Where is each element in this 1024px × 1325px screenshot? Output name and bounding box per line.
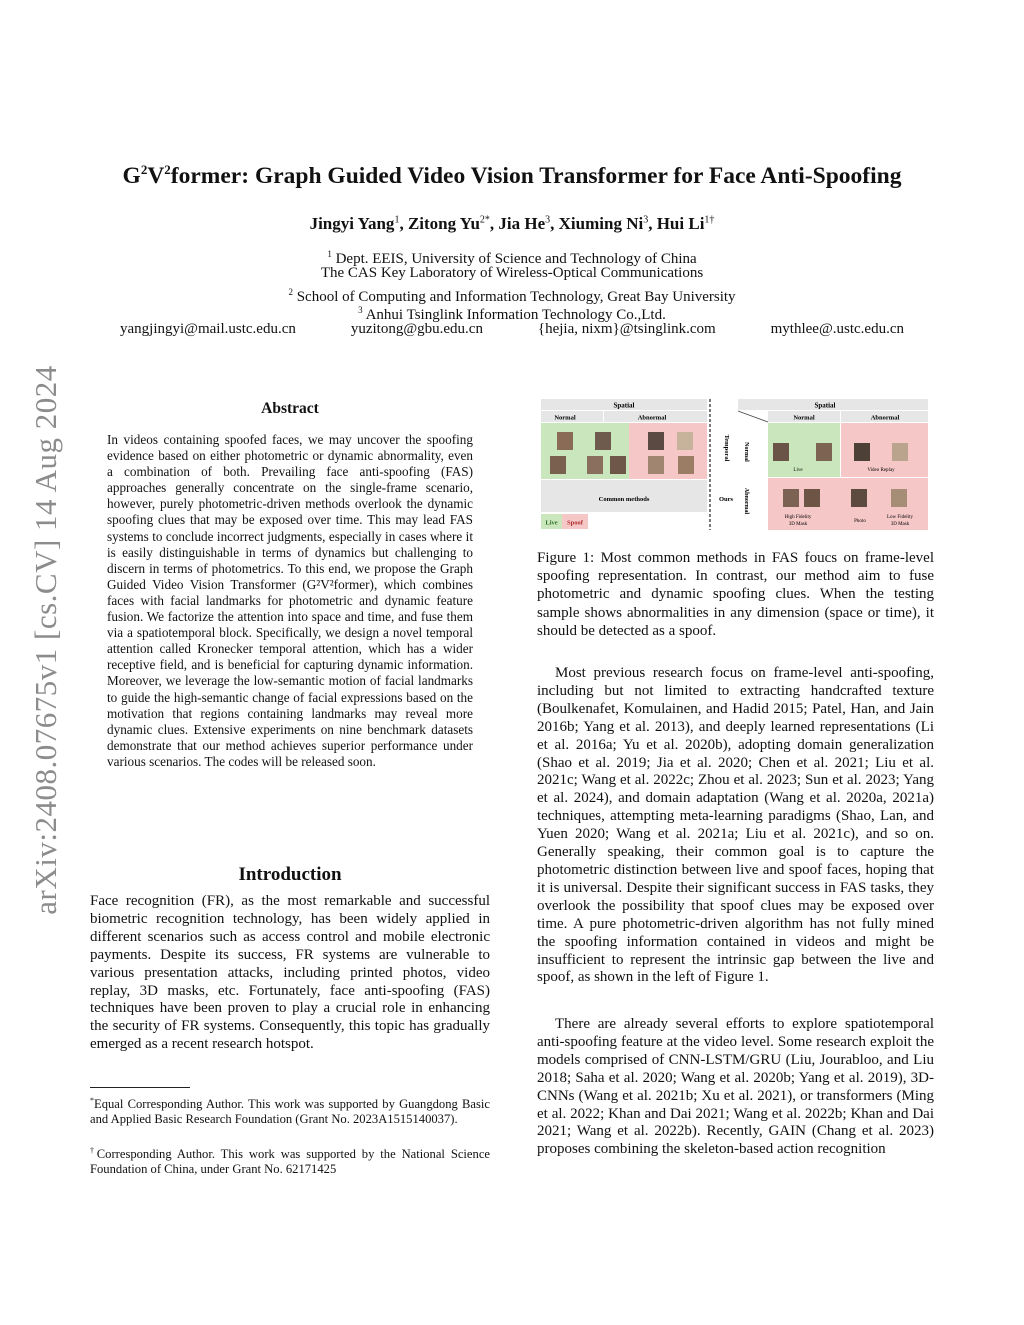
author-emails: [120, 321, 904, 338]
author: Jingyi Yang: [309, 214, 395, 233]
ours-label: Ours: [718, 496, 734, 503]
mask-3d-caption: 3D Mask: [788, 522, 808, 527]
body-paragraph: Most previous research focus on frame-level anti-spoofing, including but not limited to extracting handcrafted texture (Boulkenafet, Komulainen, and Hadid 2015; Patel, Han, and Jain 2016b; Yang et al. 2013), and deeply learned representations (Li et al. 2016a; Yu et al. 2020b), adopting domain generalization (Shao et al. 2019; Jia et al. 2020; Chen et al. 2021; Liu et al. 2021c; Wang et al. 2022c; Zhou et al. 2023; Sun et al. 2023; Yang et al. 2024), and domain adaptation (Wang et al. 2020a, 2021a) techniques, attempting meta-learning paradigms (Shao, Lan, and Yuen 2020; Wang et al. 2021a; Liu et al. 2021c), and so on. Generally speaking, their common goal is to capture the photometric distinction between live and spoof faces, hoping that it is universal. Despite their significant success in FAS tasks, they overlook the possibility that spoof clues may be exposed over time. A pure photometric-driven algorithm has not fully mined the spoofing information contained in videos and might be insufficient to represent the intrinsic gap between the live and spoof, as shown in the left of Figure 1.: [537, 665, 934, 986]
affiliation: The CAS Key Laboratory of Wireless-Optical Communications: [320, 265, 704, 281]
arxiv-watermark: arXiv:2408.07675v1 [cs.CV] 14 Aug 2024: [28, 365, 63, 915]
abstract-body: In videos containing spoofed faces, we may uncover the spoofing evidence based on either photometric or dynamic abnormality, even a combination of both. Prevailing face anti-spoofing (FAS) approaches generally concentrate on the single-frame scenario, however, purely photometric-driven methods overlook the dynamic spoofing clues that may be exposed over time. This may lead FAS systems to conclude incorrect judgments, especially in cases where it is easily distinguishable in terms of dynamics but challenging to discern in terms of photometrics. To this end, we propose the Graph Guided Video Vision Transformer (G²V²former), which combines faces with facial landmarks for photometric and dynamic feature fusion. We factorize the attention into space and time, and fuse them via a spatiotemporal block. Specifically, we design a novel temporal attention called Kronecker temporal attention, which has a wider receptive field, and is beneficial for capturing dynamic information. Moreover, we leverage the low-semantic motion of facial landmarks to guide the high-semantic change of facial expressions based on the motivation that regions containing landmarks may reveal more dynamic clues. Extensive experiments on nine benchmark datasets demonstrate that our method achieves superior performance under various scenarios. The codes will be released soon.: [107, 432, 473, 769]
email: {hejia, nixm}@tsinglink.com: [537, 321, 716, 337]
footnote: †Corresponding Author. This work was supported by the National Science Foundation of China, under Grant No. 62171425: [90, 1146, 490, 1177]
right-abnormal-label: Abnormal: [870, 414, 900, 422]
left-abnormal-label: Abnormal: [637, 414, 667, 422]
right-normal-label: Normal: [793, 414, 815, 422]
introduction-heading: Introduction: [238, 864, 342, 885]
paper-title: $G^2V^2former$: Graph Guided Video Vision Transformer for Face Anti-Spoofing: [122, 162, 902, 189]
photo-caption: Photo: [854, 519, 866, 524]
low-fidelity-caption: Low Fidelity: [887, 515, 913, 520]
temporal-label: Temporal: [723, 434, 730, 462]
author: Zitong Yu: [407, 214, 480, 233]
left-spatial-label: Spatial: [613, 401, 635, 410]
right-spatial-label: Spatial: [814, 401, 836, 410]
abstract-heading: Abstract: [261, 400, 319, 417]
figure-1: [540, 398, 929, 532]
affiliation: $^3$ Anhui Tsinglink Information Technology Co.,Ltd.: [358, 305, 666, 323]
legend-live-label: Live: [545, 519, 558, 527]
email: yuzitong@gbu.edu.cn: [350, 321, 483, 337]
video-replay-caption: Video Replay: [867, 468, 895, 473]
intro-paragraph: Face recognition (FR), as the most remarkable and successful biometric recognition technology, has been widely applied in different scenarios such as access control and mobile electronic payments. Despite its success, FR systems are vulnerable to various presentation attacks, including printed photos, video replay, 3D masks, etc. Fortunately, face anti-spoofing (FAS) techniques have been proven to play a crucial role in enhancing the security of FR systems. Consequently, this topic has gradually emerged as a recent research hotspot.: [90, 893, 490, 1053]
legend-spoof-label: Spoof: [567, 519, 583, 527]
left-normal-label: Normal: [554, 414, 576, 422]
email: mythlee@.ustc.edu.cn: [770, 321, 904, 337]
temporal-abnormal-label: Abnormal: [743, 487, 749, 515]
footnote-rule: [90, 1087, 190, 1088]
live-caption: Live: [793, 468, 803, 473]
left-spoof-region: [629, 423, 707, 479]
mask-3d-caption-2: 3D Mask: [890, 522, 910, 527]
affiliation: $^2$ School of Computing and Information Technology, Great Bay University: [288, 287, 736, 305]
author: Jia He: [498, 214, 546, 233]
affiliation: $^1$ Dept. EEIS, University of Science and Technology of China: [327, 249, 697, 267]
high-fidelity-caption: High Fidelity: [784, 515, 812, 520]
author-list: Jingyi Yang$^1$, Zitong $Yu^{2*}$, Jia He$^3$, Xiuming Ni$^3$, Hui $Li^{1\dagger}$: [309, 214, 715, 233]
footnote: *Equal Corresponding Author. This work was supported by Guangdong Basic and Applied Basic Research Foundation (Grant No. 2023A1515140037).: [90, 1096, 490, 1127]
figure-1-caption: Figure 1: Most common methods in FAS foucs on frame-level spoofing representation. In contrast, our method aim to fuse photometric and dynamic spoofing clues. When the testing sample shows abnormalities in any dimension (space or time), it should be detected as a spoof.: [537, 550, 934, 639]
temporal-normal-label: Normal: [743, 442, 749, 462]
email: yangjingyi@mail.ustc.edu.cn: [120, 321, 296, 337]
common-methods-label: Common methods: [598, 496, 650, 503]
author: Hui Li: [656, 214, 705, 233]
body-paragraph: There are already several efforts to explore spatiotemporal anti-spoofing feature at the video level. Some research exploit the models comprised of CNN-LSTM/GRU (Liu, Jourabloo, and Liu 2018; Saha et al. 2020; Wang et al. 2020b; Yang et al. 2019), 3D-CNNs (Wang et al. 2021b; Xu et al. 2021), or transformers (Ming et al. 2022; Khan and Dai 2021; Wang et al. 2022b; Khan and Dai 2021; Wang et al. 2022b). Recently, GAIN (Chang et al. 2023) proposes combining the skeleton-based action recognition: [537, 1016, 934, 1158]
author: Xiuming Ni: [558, 214, 644, 233]
